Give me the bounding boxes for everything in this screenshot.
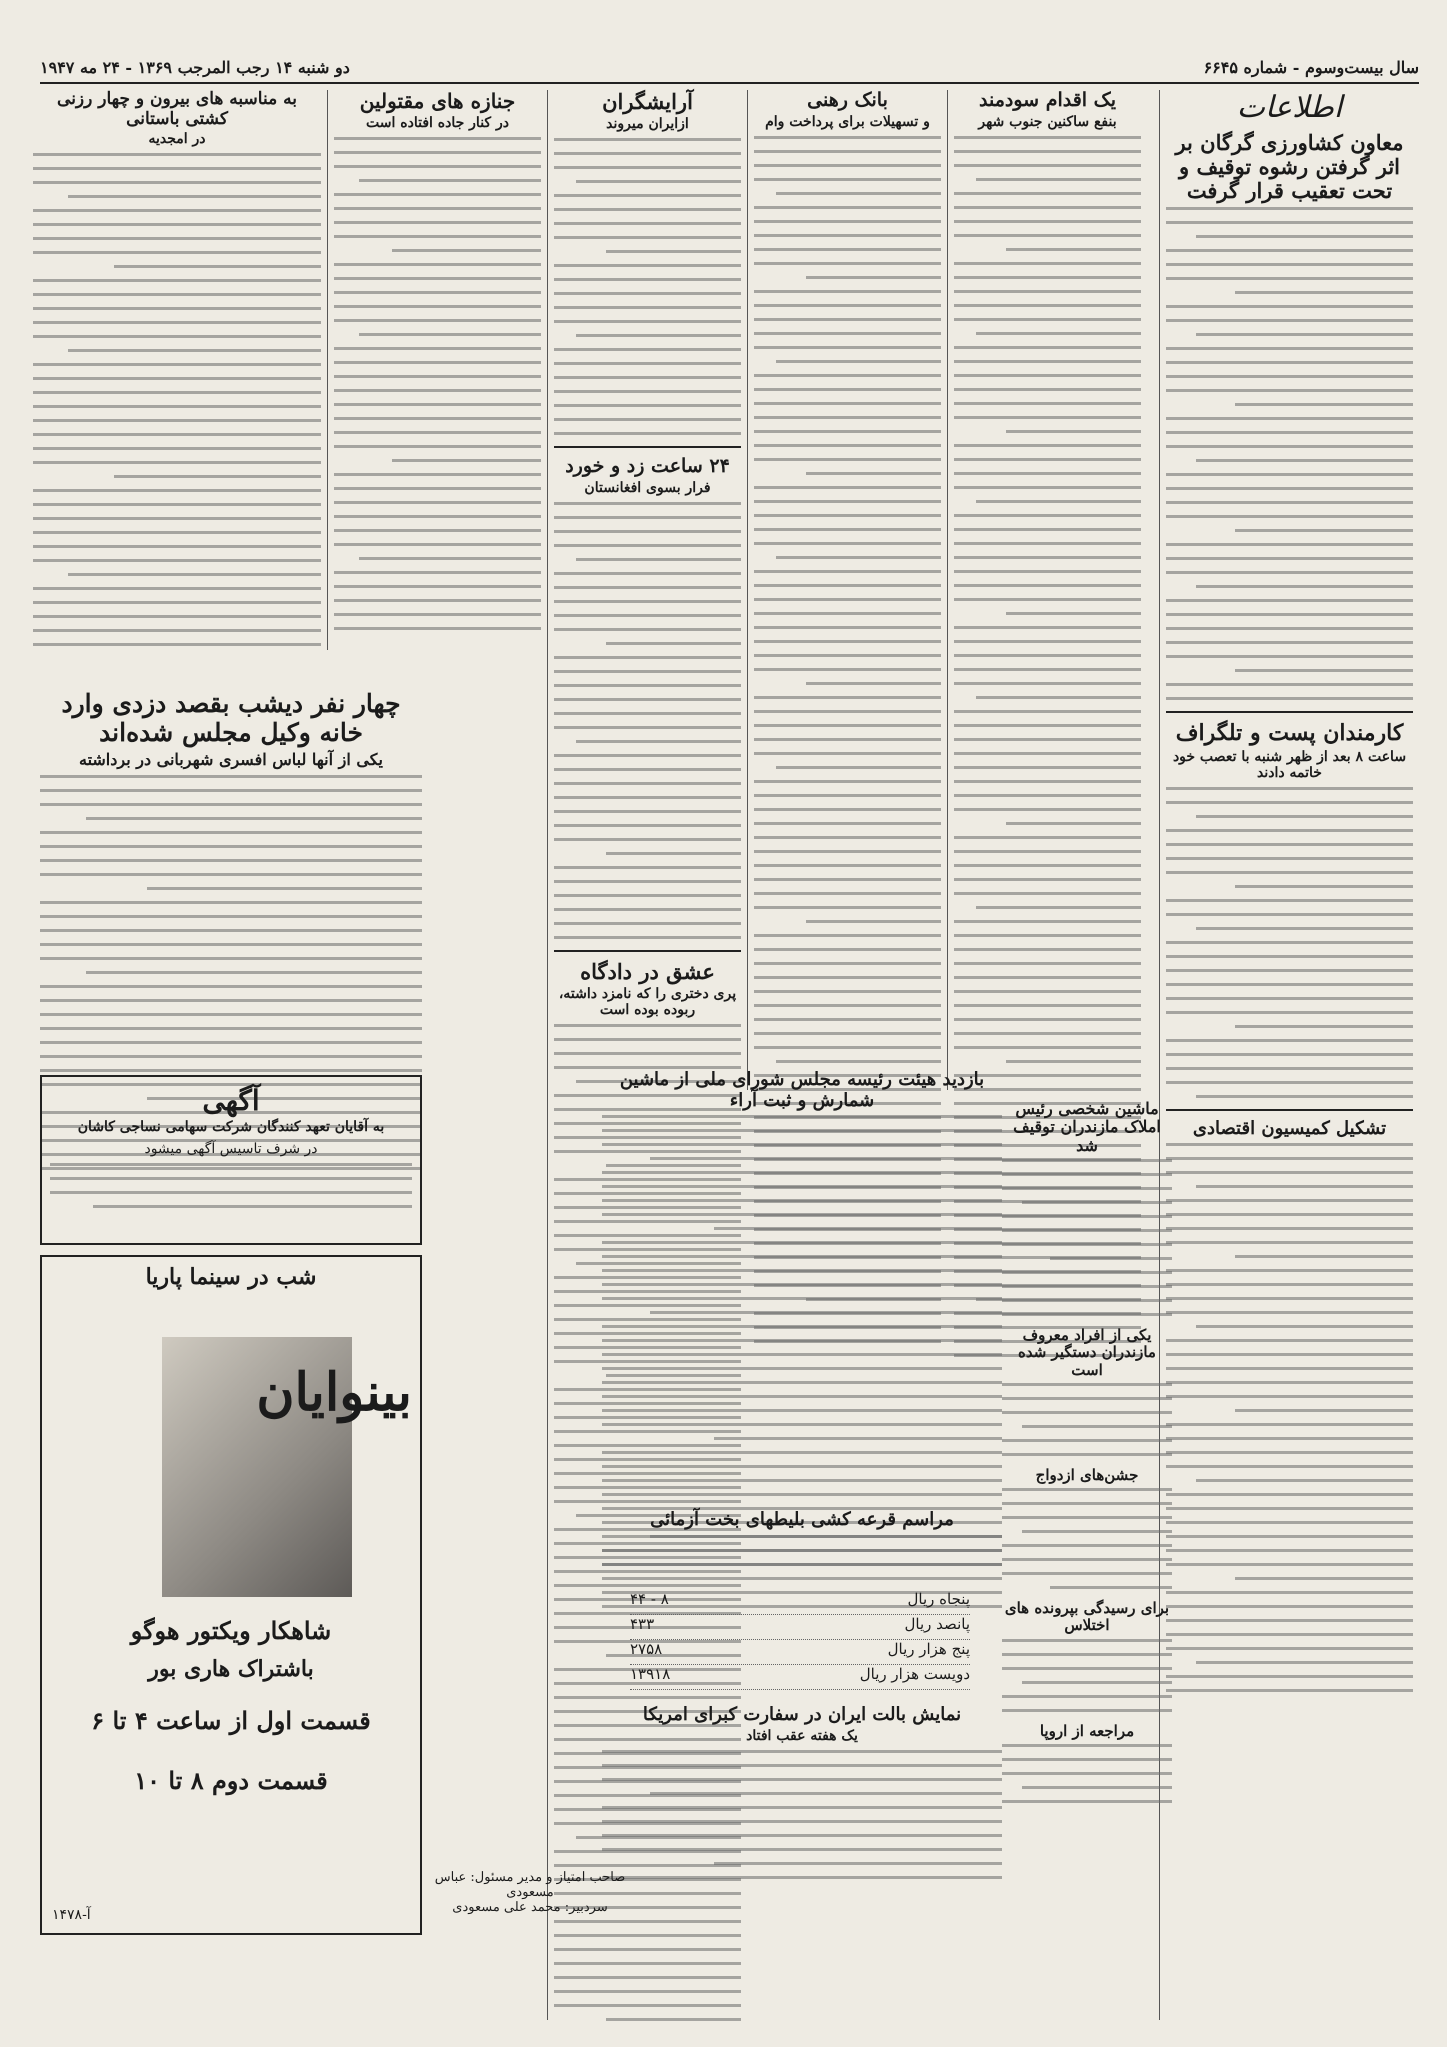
- headline-economic-commission: تشکیل کمیسیون اقتصادی: [1192, 1117, 1387, 1139]
- column-2-lower: [1002, 1100, 1172, 1814]
- column-6: [27, 90, 327, 650]
- headline-arrest: یکی از افراد معروف مازندران دستگیر شده است: [1018, 1326, 1156, 1379]
- column-3: [747, 90, 947, 1090]
- cinema-author: شاهکار ویکتور هوگو: [130, 1616, 332, 1645]
- ad-code: آ-۱۴۷۸: [52, 1907, 91, 1923]
- column-5: [327, 90, 547, 650]
- column-2: [947, 90, 1147, 1090]
- subhead-useful-act: بنفع ساکنین جنوب شهر: [978, 113, 1117, 130]
- article-7-body: [554, 502, 741, 939]
- article-13-body: [602, 1535, 1002, 1566]
- headline-love-in-court: عشق در دادگاه: [580, 958, 715, 984]
- headline-clash: ۲۴ ساعت زد و خورد: [565, 455, 730, 478]
- headline-embezzlement: برای رسیدگی بپرونده های اختلاس: [1004, 1599, 1170, 1635]
- cinema-top: شب در سینما پاریا: [145, 1264, 317, 1290]
- table-row: پنج هزار ریال ۲۷۵۸: [630, 1640, 970, 1665]
- headline-parliament: بازدید هیئت رئیسه مجلس شورای ملی از ماشین شمارش و ثبت آراء: [619, 1069, 985, 1111]
- subhead-ballet: یک هفته عقب افتاد: [746, 1727, 858, 1744]
- article-2-body: [1166, 787, 1413, 1098]
- article-1-body: [1166, 207, 1413, 700]
- table-row: پانصد ریال ۴۳۳: [630, 1615, 970, 1640]
- headline-wrestling: به مناسبه های بیرون و چهار رزنی کشتی باستانی: [57, 89, 297, 129]
- table-row: پنجاه ریال ۸ - ۴۴: [630, 1590, 970, 1615]
- article-14-body: [602, 1750, 1002, 1879]
- subhead-wrestling: در امجدیه: [148, 131, 206, 148]
- article-10-body: [33, 153, 321, 646]
- lottery-story: [602, 1510, 1002, 1577]
- article-3-body: [1166, 1143, 1413, 1692]
- headline-ballet: نمایش بالت ایران در سفارت کبرای امریکا: [642, 1704, 962, 1725]
- ad-line-1: به آقایان تعهد کنندگان شرکت سهامی نساجی کاشان: [77, 1119, 385, 1136]
- ballet-story: [602, 1705, 1002, 1890]
- subhead-burglary: یکی از آنها لباس افسری شهربانی در برداشته: [78, 749, 383, 769]
- editor: سردبیر: محمد علی مسعودی: [452, 1900, 608, 1915]
- article-6-body: [554, 138, 741, 435]
- issue-line: سال بیست‌وسوم - شماره ۶۶۴۵: [1203, 57, 1419, 77]
- headline-post-telegraph: کارمندان پست و تلگراف: [1175, 720, 1404, 747]
- headline-mortgage-bank: بانک رهنی: [807, 89, 888, 111]
- cinema-title: بینوایان: [256, 1362, 412, 1423]
- cinema-line-2: قسمت اول از ساعت ۴ تا ۶: [91, 1706, 371, 1735]
- headline-barbers: آرایشگران: [602, 89, 693, 114]
- cinema-line-3: قسمت دوم ۸ تا ۱۰: [134, 1766, 328, 1795]
- cinema-ad: [40, 1255, 422, 1935]
- subhead-love-in-court: پری دختری را که نامزد داشته، ربوده بوده است: [558, 986, 737, 1019]
- column-1: [1159, 90, 1419, 2020]
- table-row: دویست هزار ریال ۱۳۹۱۸: [630, 1665, 970, 1690]
- headline-car-seized: ماشین شخصی رئیس املاک مازندران توقیف شد: [1013, 1099, 1161, 1155]
- subhead-mortgage-bank: و تسهیلات برای پرداخت وام: [765, 113, 930, 130]
- subhead-bodies: در کنار جاده افتاده است: [366, 115, 509, 131]
- notice-ad: [40, 1075, 422, 1245]
- publisher: صاحب امتیاز و مدیر مسئول: عباس مسعودی: [434, 1870, 626, 1900]
- masthead-logo: اطلاعات: [1236, 90, 1343, 125]
- headline-lottery: مراسم قرعه کشی بلیطهای بخت آزمائی: [650, 1509, 954, 1530]
- headline-bodies: جنازه های مقتولین: [359, 89, 516, 113]
- cinema-line-1: باشتراک هاری بور: [148, 1656, 314, 1682]
- headline-weddings: جشن‌های ازدواج: [1035, 1465, 1139, 1484]
- masthead-bar: [40, 52, 1419, 84]
- footer-credits: [430, 1870, 630, 1915]
- headline-useful-act: یک اقدام سودمند: [979, 89, 1116, 111]
- subhead-clash: فرار بسوی افغانستان: [584, 479, 711, 496]
- ad-line-2: در شرف تاسیس آگهی میشود: [144, 1141, 318, 1158]
- ad-title: آگهی: [202, 1084, 260, 1117]
- headline-return-europe: مراجعه از اروپا: [1039, 1721, 1135, 1740]
- subhead-barbers: ازایران میروند: [606, 116, 689, 133]
- subhead-post-telegraph: ساعت ۸ بعد از ظهر شنبه با تعصب خود خاتمه دادند: [1172, 748, 1407, 781]
- article-9-body: [334, 137, 541, 630]
- date-line: دو شنبه ۱۴ رجب المرجب ۱۳۶۹ - ۲۴ مه ۱۹۴۷: [40, 57, 350, 77]
- headline-burglary: چهار نفر دیشب بقصد دزدی وارد خانه وکیل مجلس شده‌اند: [61, 689, 401, 747]
- lottery-table: [630, 1590, 970, 1690]
- headline-1: معاون کشاورزی گرگان بر اثر گرفتن رشوه توقیف و تحت تعقیب قرار گرفت: [1175, 130, 1404, 204]
